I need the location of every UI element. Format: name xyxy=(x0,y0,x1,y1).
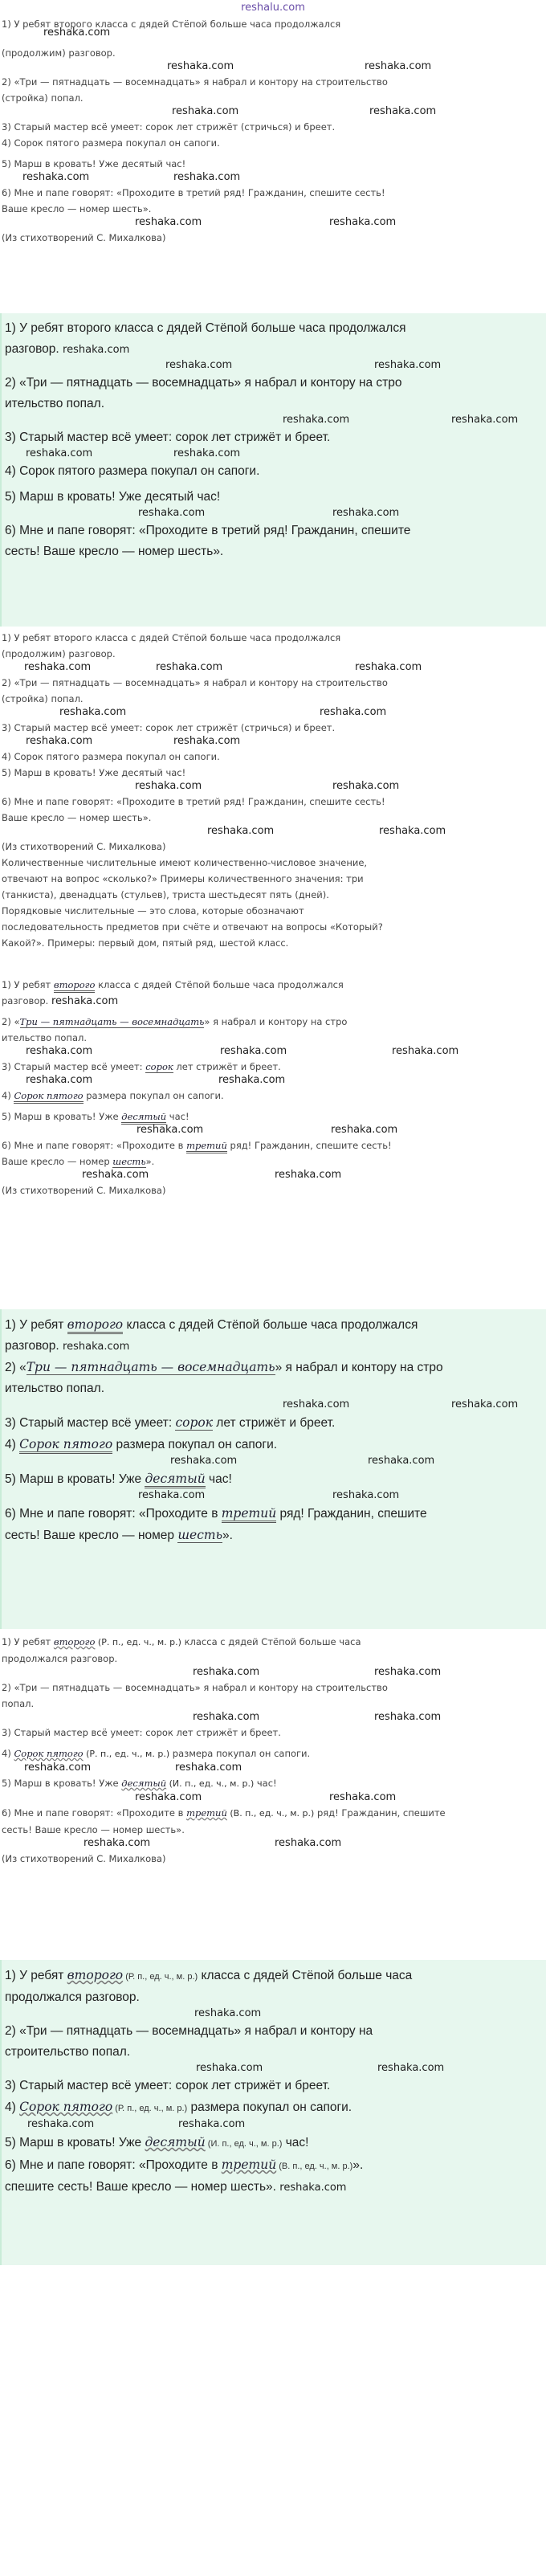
case-label: (Р. п., ед. ч., м. р.) xyxy=(123,1972,198,1982)
g2-line-6 xyxy=(5,1503,546,1525)
watermark: reshaka.com xyxy=(173,735,241,747)
m-text: лет стрижёт и бреет. xyxy=(213,1416,336,1430)
c-line-3: 3) Старый мастер всё умеет: сорок лет стрижёт и бреет. xyxy=(2,1727,281,1738)
cg-line-5 xyxy=(5,2132,546,2154)
g2-line-1b xyxy=(5,1336,546,1357)
numeral-vtorogo: второго xyxy=(67,1968,124,1982)
watermark: reshaka.com xyxy=(178,2118,246,2130)
r-line-6b: Ваше кресло — номер шесть». xyxy=(2,812,152,823)
case-label: (Р. п., ед. ч., м. р.) xyxy=(83,1749,170,1759)
r-line-1b: (продолжим) разговор. xyxy=(2,648,116,659)
m-text: 2) « xyxy=(2,1016,20,1027)
m-text: 2) « xyxy=(5,1361,26,1374)
watermark: reshaka.com xyxy=(374,1711,442,1723)
watermark: reshaka.com xyxy=(283,1398,350,1410)
watermark: reshaka.com xyxy=(51,995,119,1007)
c-text: спешите сесть! Ваше кресло — номер шесть». xyxy=(5,2180,276,2194)
numeral-desyatyi: десятый xyxy=(121,1111,166,1125)
g2-line-2b: ительство попал. xyxy=(5,1382,105,1395)
poem-line-6b: Ваше кресло — номер шесть». xyxy=(2,203,152,214)
c-text: 5) Марш в кровать! Уже xyxy=(5,2136,145,2149)
g2-line-3 xyxy=(5,1412,546,1434)
watermark: reshaka.com xyxy=(173,171,241,183)
watermark: reshaka.com xyxy=(374,1666,442,1678)
g2-line-4 xyxy=(5,1434,546,1455)
c-text: ». xyxy=(352,2158,364,2172)
watermark: reshaka.com xyxy=(329,216,397,228)
watermark: reshaka.com xyxy=(136,1124,204,1136)
r-line-3: 3) Старый мастер всё умеет: сорок лет стрижёт (стричься) и бреет. xyxy=(2,722,336,733)
m-line-1b xyxy=(2,993,546,1009)
numeral-vtorogo: второго xyxy=(54,979,96,993)
numeral-tretii: третий xyxy=(186,1140,227,1153)
poem-original xyxy=(0,16,546,313)
c-text: размера покупал он сапоги. xyxy=(187,2100,352,2114)
watermark: reshaka.com xyxy=(218,1074,286,1086)
c-text: размера покупал он сапоги. xyxy=(169,1748,311,1759)
numeral-desyatyi: десятый xyxy=(145,2135,206,2149)
r-source: (Из стихотворений С. Михалкова) xyxy=(2,841,166,852)
watermark: reshaka.com xyxy=(392,1045,459,1057)
m-line-3 xyxy=(2,1059,546,1075)
watermark: reshaka.com xyxy=(193,1711,260,1723)
m-text: час! xyxy=(166,1111,189,1122)
c-text: 4) xyxy=(5,2100,20,2114)
g1-line-2b: ительство попал. xyxy=(5,397,105,410)
watermark: reshaka.com xyxy=(138,507,206,519)
numeral-tretii: третий xyxy=(186,1807,227,1819)
m-text: класса с дядей Стёпой больше часа продолжался xyxy=(95,979,344,990)
watermark: reshaka.com xyxy=(22,171,90,183)
watermark: reshaka.com xyxy=(27,2118,95,2130)
c-line-6b: сесть! Ваше кресло — номер шесть». xyxy=(2,1824,185,1835)
c-line-4 xyxy=(2,1745,546,1762)
watermark: reshaka.com xyxy=(283,414,350,426)
watermark: reshaka.com xyxy=(167,60,234,72)
c-line-6 xyxy=(2,1805,546,1822)
watermark: reshaka.com xyxy=(331,1124,398,1136)
watermark: reshaka.com xyxy=(451,1398,519,1410)
cg-line-3: 3) Старый мастер всё умеет: сорок лет стрижёт и бреет. xyxy=(5,2079,331,2092)
numeral-sorok: сорок xyxy=(145,1061,173,1072)
m-text: ряд! Гражданин, спешите xyxy=(276,1507,427,1521)
c-text: класса с дядей Стёпой больше часа xyxy=(181,1636,361,1647)
watermark: reshaka.com xyxy=(24,1762,92,1774)
watermark: reshaka.com xyxy=(59,706,127,718)
watermark: reshaka.com xyxy=(43,27,111,39)
numeral-tretii: третий xyxy=(222,1506,276,1523)
m-text: 1) У ребят xyxy=(2,979,54,990)
numeral-shest: шесть xyxy=(112,1156,146,1167)
watermark: reshaka.com xyxy=(63,344,130,356)
case-label: (В. п., ед. ч., м. р.) xyxy=(226,1808,315,1819)
case-label: (Р. п., ед. ч., м. р.) xyxy=(95,1637,181,1647)
watermark: reshaka.com xyxy=(172,105,239,117)
m-text: 1) У ребят xyxy=(5,1318,67,1332)
watermark: reshaka.com xyxy=(365,60,432,72)
watermark: reshaka.com xyxy=(63,1341,130,1353)
watermark: reshaka.com xyxy=(84,1837,151,1849)
c-text: 5) Марш в кровать! Уже xyxy=(2,1778,122,1789)
c-text: 6) Мне и папе говорят: «Проходите в xyxy=(5,2158,222,2172)
m-text: 6) Мне и папе говорят: «Проходите в xyxy=(5,1507,222,1521)
m-text: класса с дядей Стёпой больше часа продолжался xyxy=(123,1318,418,1332)
m-text: 3) Старый мастер всё умеет: xyxy=(2,1061,146,1072)
m-text: ». xyxy=(222,1529,233,1542)
m-text: 4) xyxy=(5,1438,20,1451)
watermark: reshaka.com xyxy=(173,447,241,459)
case-label: (И. п., ед. ч., м. р.) xyxy=(166,1778,255,1789)
case-label: (И. п., ед. ч., м. р.) xyxy=(205,2139,283,2149)
cg-line-6 xyxy=(5,2154,546,2177)
m-text: 6) Мне и папе говорят: «Проходите в xyxy=(2,1140,187,1151)
numeral-sorok-pyatogo: Сорок пятого xyxy=(19,1437,112,1454)
poem-line-6: 6) Мне и папе говорят: «Проходите в третий ряд! Гражданин, спешите сесть! xyxy=(2,187,385,198)
cg-line-4 xyxy=(5,2096,546,2119)
g1-line-3: 3) Старый мастер всё умеет: сорок лет стрижёт и бреет. xyxy=(5,431,331,444)
numeral-shest: шесть xyxy=(177,1528,223,1542)
g2-line-5 xyxy=(5,1468,546,1490)
numeral-tretii: третий xyxy=(221,2158,277,2172)
poem-line-1: 1) У ребят второго класса с дядей Стёпой больше часа продолжался xyxy=(2,18,341,30)
watermark: reshaka.com xyxy=(26,735,93,747)
c-line-2b: попал. xyxy=(2,1698,35,1709)
c-text: час! xyxy=(254,1778,277,1789)
watermark: reshaka.com xyxy=(332,780,400,792)
cg-line-1b: продолжался разговор. xyxy=(5,1990,140,2004)
m-line-1 xyxy=(2,977,546,993)
theory-6: Какой?». Примеры: первый дом, пятый ряд, шестой класс. xyxy=(2,937,289,949)
m-line-6 xyxy=(2,1137,546,1153)
watermark: reshaka.com xyxy=(275,1169,342,1181)
c-text: 1) У ребят xyxy=(5,1969,67,1982)
m-text: размера покупал он сапоги. xyxy=(83,1090,224,1101)
poem-marked xyxy=(0,974,546,1309)
poem-line-2: 2) «Три — пятнадцать — восемнадцать» я набрал и контору на строительство xyxy=(2,76,388,88)
m-line-5 xyxy=(2,1108,546,1125)
watermark: reshaka.com xyxy=(369,105,437,117)
c-line-1 xyxy=(2,1634,546,1651)
m-text: 4) xyxy=(2,1090,14,1101)
watermark: reshaka.com xyxy=(377,2062,445,2074)
m-text: » я набрал и контору на стро xyxy=(204,1016,348,1027)
c-text: класса с дядей Стёпой больше часа xyxy=(198,1969,413,1982)
numeral-desyatyi: десятый xyxy=(145,1472,205,1488)
watermark: reshaka.com xyxy=(156,661,223,673)
poem-line-5: 5) Марш в кровать! Уже десятый час! xyxy=(2,158,186,169)
theory-3: (танкиста), двенадцать (стульев), триста шестьдесят пять (дней). xyxy=(2,889,329,900)
m-text: ряд! Гражданин, спешите сесть! xyxy=(226,1140,392,1151)
m-text: размера покупал он сапоги. xyxy=(112,1438,278,1451)
c-line-2: 2) «Три — пятнадцать — восемнадцать» я набрал и контору на строительство xyxy=(2,1682,388,1693)
watermark: reshaka.com xyxy=(24,661,92,673)
watermark: reshaka.com xyxy=(193,1666,260,1678)
g1-line-6: 6) Мне и папе говорят: «Проходите в третий ряд! Гражданин, спешите xyxy=(5,524,411,537)
watermark: reshaka.com xyxy=(329,1791,397,1803)
poem-repeat xyxy=(0,627,546,974)
green-answer-2 xyxy=(0,1309,546,1629)
m-text: » я набрал и контору на стро xyxy=(275,1361,443,1374)
watermark: reshaka.com xyxy=(165,359,233,371)
r-line-2b: (стройка) попал. xyxy=(2,693,84,704)
watermark: reshaka.com xyxy=(332,507,400,519)
g1-line-1b-text: разговор. xyxy=(5,342,59,356)
g1-line-2: 2) «Три — пятнадцать — восемнадцать» я набрал и контору на стро xyxy=(5,376,402,390)
watermark: reshaka.com xyxy=(194,2007,262,2019)
watermark: reshaka.com xyxy=(374,359,442,371)
numeral-sorok-pyatogo: Сорок пятого xyxy=(19,2100,113,2114)
numeral-sorok-pyatogo: Сорок пятого xyxy=(14,1748,84,1759)
watermark: reshaka.com xyxy=(368,1455,435,1467)
g1-line-5: 5) Марш в кровать! Уже десятый час! xyxy=(5,490,221,504)
watermark: reshaka.com xyxy=(135,1791,202,1803)
numeral-vtorogo: второго xyxy=(67,1317,123,1334)
site-logo[interactable]: reshalu.com xyxy=(241,2,305,14)
watermark: reshaka.com xyxy=(220,1045,287,1057)
cg-line-6b xyxy=(5,2177,546,2198)
cg-line-2b: строительство попал. xyxy=(5,2045,131,2059)
watermark: reshaka.com xyxy=(170,1455,238,1467)
watermark: reshaka.com xyxy=(320,706,387,718)
c-text: ряд! Гражданин, спешите xyxy=(314,1807,446,1819)
m-text: час! xyxy=(205,1472,232,1486)
green-answer-1 xyxy=(0,313,546,627)
c-text: 6) Мне и папе говорят: «Проходите в xyxy=(2,1807,187,1819)
watermark: reshaka.com xyxy=(279,2182,347,2194)
m-text: 5) Марш в кровать! Уже xyxy=(5,1472,145,1486)
g1-line-6b: сесть! Ваше кресло — номер шесть». xyxy=(5,545,224,558)
m-text: лет стрижёт и бреет. xyxy=(173,1061,281,1072)
g2-line-1 xyxy=(5,1314,546,1336)
watermark: reshaka.com xyxy=(26,1045,93,1057)
theory-4: Порядковые числительные — это слова, которые обозначают xyxy=(2,905,304,917)
c-line-1b: продолжался разговор. xyxy=(2,1653,118,1664)
watermark: reshaka.com xyxy=(451,414,519,426)
poem-line-1b: (продолжим) разговор. xyxy=(2,47,116,59)
m-text: разговор. xyxy=(2,995,49,1006)
g2-line-6b xyxy=(5,1525,546,1546)
c-text: 1) У ребят xyxy=(2,1636,54,1647)
g1-line-1b xyxy=(5,339,546,360)
numeral-vtorogo: второго xyxy=(53,1636,96,1647)
case-label: (Р. п., ед. ч., м. р.) xyxy=(112,2104,188,2113)
c-text: 4) xyxy=(2,1748,14,1759)
m-line-4 xyxy=(2,1088,546,1104)
watermark: reshaka.com xyxy=(175,1762,242,1774)
theory-1: Количественные числительные имеют количественно-числовое значение, xyxy=(2,857,368,868)
m-text: 5) Марш в кровать! Уже xyxy=(2,1111,122,1122)
r-line-2: 2) «Три — пятнадцать — восемнадцать» я набрал и контору на строительство xyxy=(2,677,388,688)
case-analysis xyxy=(0,1629,546,1960)
c-line-5 xyxy=(2,1775,546,1792)
watermark: reshaka.com xyxy=(135,780,202,792)
numeral-tri: Три — пятнадцать — восемнадцать xyxy=(26,1360,275,1374)
watermark: reshaka.com xyxy=(138,1489,206,1501)
cg-line-2: 2) «Три — пятнадцать — восемнадцать» я набрал и контору на xyxy=(5,2024,373,2038)
theory-5: последовательность предметов при счёте и отвечают на вопросы «Который? xyxy=(2,921,383,933)
g1-line-4: 4) Сорок пятого размера покупал он сапоги. xyxy=(5,464,260,478)
poem-source: (Из стихотворений С. Михалкова) xyxy=(2,232,166,243)
poem-line-4: 4) Сорок пятого размера покупал он сапоги. xyxy=(2,137,220,149)
numeral-desyatyi: десятый xyxy=(121,1778,167,1789)
watermark: reshaka.com xyxy=(82,1169,149,1181)
r-line-4: 4) Сорок пятого размера покупал он сапоги. xyxy=(2,751,220,762)
r-line-5: 5) Марш в кровать! Уже десятый час! xyxy=(2,767,186,778)
m-text: ». xyxy=(145,1156,155,1167)
watermark: reshaka.com xyxy=(275,1837,342,1849)
m-text: 3) Старый мастер всё умеет: xyxy=(5,1416,176,1430)
watermark: reshaka.com xyxy=(379,825,446,837)
m-text: сесть! Ваше кресло — номер xyxy=(5,1529,178,1542)
c-source: (Из стихотворений С. Михалкова) xyxy=(2,1853,166,1864)
watermark: reshaka.com xyxy=(196,2062,263,2074)
theory-2: отвечают на вопрос «сколько?» Примеры количественного значения: три xyxy=(2,873,364,884)
watermark: reshaka.com xyxy=(355,661,422,673)
g1-line-1: 1) У ребят второго класса с дядей Стёпой больше часа продолжался xyxy=(5,321,406,335)
cg-line-1 xyxy=(5,1965,546,1987)
numeral-sorok: сорок xyxy=(175,1415,213,1430)
watermark: reshaka.com xyxy=(135,216,202,228)
numeral-tri: Три — пятнадцать — восемнадцать xyxy=(19,1016,205,1027)
watermark: reshaka.com xyxy=(26,1074,93,1086)
g2-line-2 xyxy=(5,1357,546,1378)
m-text: Ваше кресло — номер xyxy=(2,1156,113,1167)
m-line-6b xyxy=(2,1153,546,1170)
watermark: reshaka.com xyxy=(332,1489,400,1501)
case-label: (В. п., ед. ч., м. р.) xyxy=(276,2162,353,2171)
m-line-2b: ительство попал. xyxy=(2,1032,87,1043)
m-text: разговор. xyxy=(5,1339,59,1353)
poem-line-3: 3) Старый мастер всё умеет: сорок лет стрижёт (стричься) и бреет. xyxy=(2,121,336,133)
m-line-2 xyxy=(2,1014,546,1030)
green-answer-3 xyxy=(0,1960,546,2265)
watermark: reshaka.com xyxy=(207,825,275,837)
m-source: (Из стихотворений С. Михалкова) xyxy=(2,1185,166,1196)
numeral-sorok-pyatogo: Сорок пятого xyxy=(14,1090,83,1104)
r-line-6: 6) Мне и папе говорят: «Проходите в третий ряд! Гражданин, спешите сесть! xyxy=(2,796,385,807)
c-text: час! xyxy=(282,2136,309,2149)
poem-line-2b: (стройка) попал. xyxy=(2,92,84,104)
watermark: reshaka.com xyxy=(26,447,93,459)
r-line-1: 1) У ребят второго класса с дядей Стёпой больше часа продолжался xyxy=(2,632,341,643)
